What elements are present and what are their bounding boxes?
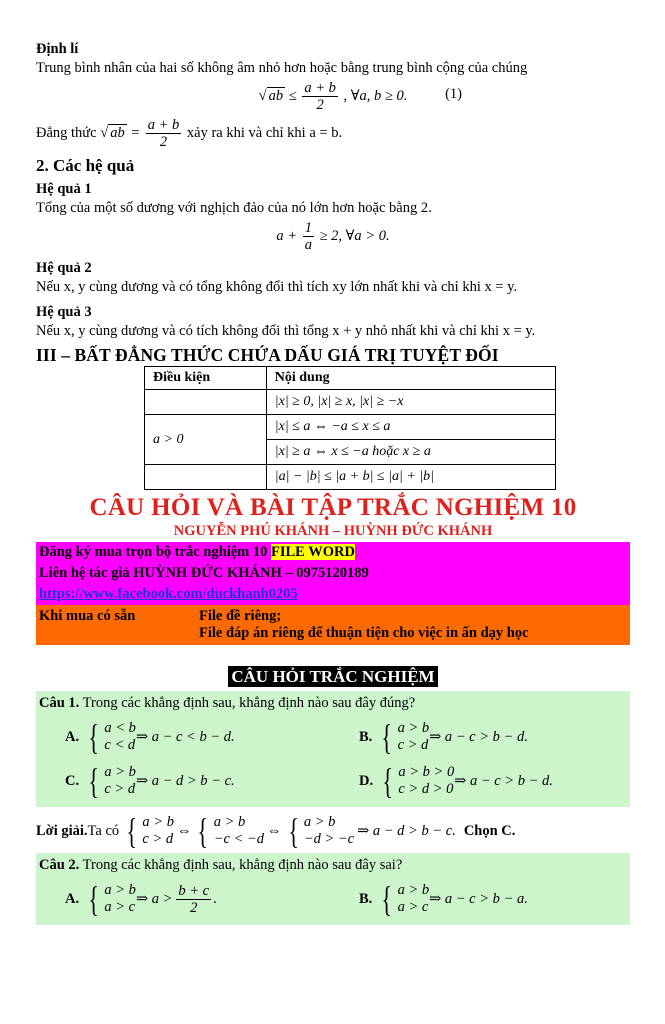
corollary-1-title: Hệ quả 1 xyxy=(36,181,92,197)
book-title: CÂU HỎI VÀ BÀI TẬP TRẮC NGHIỆM 10 xyxy=(89,494,577,521)
sqrt-ab: ab xyxy=(268,87,284,104)
corollaries-heading: 2. Các hệ quả xyxy=(36,156,135,175)
corollary-3-title: Hệ quả 3 xyxy=(36,304,92,320)
question-1: Câu 1. Trong các khẳng định sau, khẳng định nào sau đây đúng? A. { a < b c < d ⇒ a − c < b − d. B. { a > b c > d ⇒ a − c > b − d. C. { a > b c > d ⇒ a − d > b − c. D. { a > b > 0 c > d > 0 ⇒ a − c > b − d. xyxy=(36,691,630,807)
table-row: |a| − |b| ≤ |a + b| ≤ |a| + |b| xyxy=(145,465,556,490)
theorem-text: Trung bình nhân của hai số không âm nhỏ hơn hoặc bằng trung bình cộng của chúng xyxy=(36,60,528,76)
chosen-answer: Chọn C. xyxy=(463,822,516,839)
quiz-heading: CÂU HỎI TRẮC NGHIỆM xyxy=(36,667,630,687)
question-2-options xyxy=(39,877,627,921)
abs-section-title: III – BẤT ĐẲNG THỨC CHỨA DẤU GIÁ TRỊ TUYỆT ĐỐI xyxy=(36,345,499,365)
corollary-1-text: Tổng của một số dương với nghịch đảo của nó lớn hơn hoặc bằng 2. xyxy=(36,200,432,216)
promo-box xyxy=(36,542,630,645)
abs-table xyxy=(144,366,556,490)
am-gm-formula: √ ab ≤ $\frac{a + b}{2}$ , ∀a, b ≥ 0. (1) xyxy=(258,80,462,113)
corollary-2-text: Nếu x, y cùng dương và có tổng không đổi thì tích xy lớn nhất khi và chỉ khi x = y. xyxy=(36,279,518,295)
table-row: a > 0 |x| ≤ a ⇔ −a ≤ x ≤ a xyxy=(145,415,556,440)
option-b[interactable]: B. { a > b c > d ⇒ a − c > b − d. xyxy=(359,717,528,757)
promo-line-2: Liên hệ tác giả HUỲNH ĐỨC KHÁNH – 0975120189 xyxy=(36,563,630,584)
option-a[interactable]: A. { a < b c < d ⇒ a − c < b − d. xyxy=(65,717,235,757)
question-2: Câu 2. Trong các khẳng định sau, khẳng định nào sau đây sai? A. { a > b a > c ⇒ a > $\frac{b + c}{2}$ . B. { a > b a > c ⇒ a − c > b − a. xyxy=(36,853,630,925)
facebook-link[interactable]: https://www.facebook.com/duckhanh0205 xyxy=(39,586,298,602)
option-d[interactable]: D. { a > b > 0 c > d > 0 ⇒ a − c > b − d. xyxy=(359,761,553,801)
corollary-1-formula: a + $\frac{1}{a}$ ≥ 2, ∀a > 0. xyxy=(276,220,390,253)
table-row: |x| ≥ a ⇔ x ≤ −a hoặc x ≥ a xyxy=(145,440,556,465)
table-header-content: Nội dung xyxy=(266,367,555,390)
solution-1: Lời giải. Ta có { a > b c > d ⇔ { a > b −c < −d ⇔ { a > b −d > −c ⇒ a − d > b − c. Chọn C. xyxy=(36,811,516,851)
table-header-condition: Điều kiện xyxy=(145,367,267,390)
theorem-heading: Định lí xyxy=(36,41,79,57)
promo-link-row xyxy=(36,584,630,605)
document-page xyxy=(36,40,630,925)
corollary-2-title: Hệ quả 2 xyxy=(36,260,92,276)
fraction: $\frac{a + b}{2}$ xyxy=(304,80,336,113)
equality-condition: Đẳng thức √ ab = $\frac{a + b}{2}$ xảy ra khi và chỉ khi a = b. xyxy=(36,117,343,150)
option-c[interactable]: C. { a > b c > d ⇒ a − d > b − c. xyxy=(65,761,235,801)
option-b[interactable]: B. { a > b a > c ⇒ a − c > b − a. xyxy=(359,879,528,919)
corollary-3-text: Nếu x, y cùng dương và có tích không đổi thì tổng x + y nhỏ nhất khi và chỉ khi x = y. xyxy=(36,323,536,339)
question-1-options xyxy=(39,715,627,803)
table-row: |x| ≥ 0, |x| ≥ x, |x| ≥ −x xyxy=(145,390,556,415)
book-authors: NGUYỄN PHÚ KHÁNH – HUỲNH ĐỨC KHÁNH xyxy=(173,523,493,539)
promo-availability: Khi mua có sẵn File đề riêng; File đáp án riêng để thuận tiện cho việc in ấn dạy học xyxy=(36,605,630,645)
promo-line-1: Đăng ký mua trọn bộ trắc nghiệm 10 FILE WORD xyxy=(36,542,630,563)
option-a[interactable]: A. { a > b a > c ⇒ a > $\frac{b + c}{2}$ . xyxy=(65,879,217,919)
equation-number: (1) xyxy=(445,86,462,102)
